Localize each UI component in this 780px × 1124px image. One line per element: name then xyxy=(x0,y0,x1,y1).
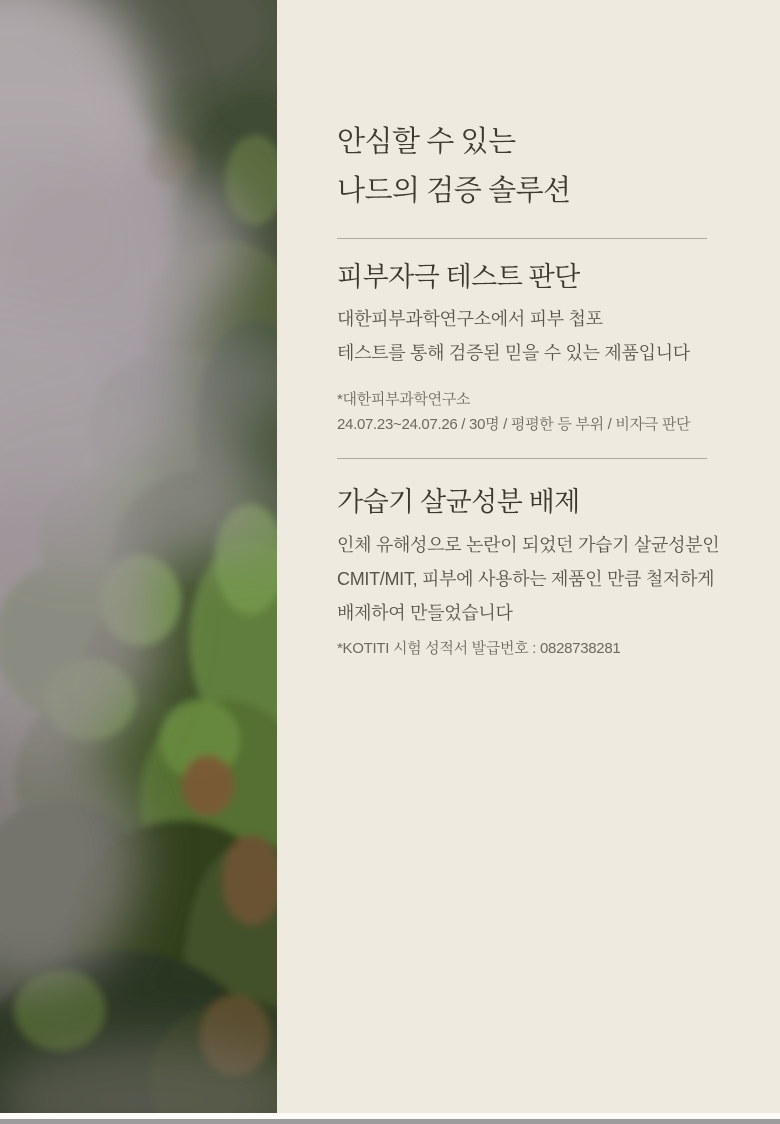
section-body-humidifier xyxy=(337,528,719,630)
divider xyxy=(337,458,707,459)
section-heading-skin-test: 피부자극 테스트 판단 xyxy=(337,262,580,292)
bottom-divider-bar xyxy=(0,1119,780,1124)
body-line: 배제하여 만들었습니다 xyxy=(337,603,513,623)
divider xyxy=(337,238,707,239)
forest-photo xyxy=(0,0,277,1113)
body-line: CMIT/MIT, 피부에 사용하는 제품인 만큼 철저하게 xyxy=(337,569,715,589)
note-line: 24.07.23~24.07.26 / 30명 / 평평한 등 부위 / 비자극 판단 xyxy=(337,416,691,433)
section-heading-humidifier: 가습기 살균성분 배제 xyxy=(337,487,580,517)
note-line: *KOTITI 시험 성적서 발급번호 : 0828738281 xyxy=(337,640,621,657)
section-body-skin-test xyxy=(337,302,690,370)
page-title-line2: 나드의 검증 솔루션 xyxy=(337,175,571,207)
section-note-humidifier xyxy=(337,636,620,661)
body-line: 테스트를 통해 검증된 믿을 수 있는 제품입니다 xyxy=(337,343,690,363)
section-note-skin-test xyxy=(337,387,690,437)
page-title-line1: 안심할 수 있는 xyxy=(337,126,516,158)
content-panel xyxy=(277,0,780,1113)
body-line: 인체 유해성으로 논란이 되었던 가습기 살균성분인 xyxy=(337,535,720,555)
note-line: *대한피부과학연구소 xyxy=(337,391,471,408)
page-title xyxy=(337,118,571,216)
body-line: 대한피부과학연구소에서 피부 첩포 xyxy=(337,309,603,329)
